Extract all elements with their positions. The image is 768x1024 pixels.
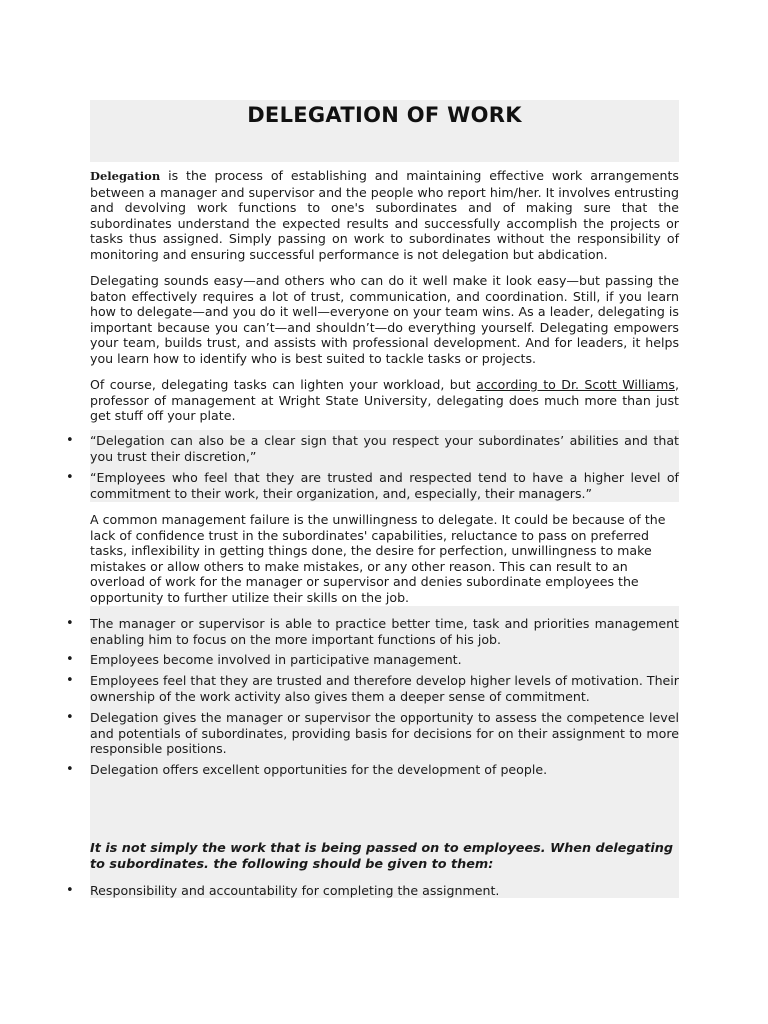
paragraph-4: A common management failure is the unwillingness to delegate. It could be because of the lack of confidence trust in the subordinates' capabilities, reluctance to pass on preferred tasks, inflexibility in getting things done, the desire for perfection, unwillingness to make mistakes or allow others to make mistakes, or any other reason. This can result to an overload of work for the manager or supervisor and denies subordinate employees the opportunity to further utilize their skills on the job. [90, 512, 666, 605]
bullet-icon: • [66, 470, 74, 485]
bullet-icon: • [66, 673, 74, 688]
list-item: “Delegation can also be a clear sign that you respect your subordinates’ abilities and that you trust their discretion,” [90, 433, 679, 464]
intro-paragraph [90, 168, 679, 263]
paragraph-3-text-end: , professor of management at Wright State University, delegating does much more than just get stuff off your plate. [90, 377, 679, 424]
bullet-icon: • [66, 710, 74, 725]
list-item: Employees feel that they are trusted and therefore develop higher levels of motivation. Their ownership of the work activity also gives them a deeper sense of commitment. [90, 673, 679, 704]
bullet-icon: • [66, 762, 74, 777]
list-item: Delegation offers excellent opportunities for the development of people. [90, 762, 548, 777]
intro-term: Delegation [90, 169, 161, 183]
paragraph-3-text-start: Of course, delegating tasks can lighten your workload, but [90, 377, 477, 392]
list-item: The manager or supervisor is able to practice better time, task and priorities management enabling him to focus on the more important functions of his job. [90, 616, 679, 647]
list-item: “Employees who feel that they are trusted and respected tend to have a higher level of commitment to their work, their organization, and, especially, their managers.” [90, 470, 679, 501]
emphasis-statement: It is not simply the work that is being passed on to employees. When delegating to subordinates. the following should be given to them: [90, 841, 674, 872]
list-item: Employees become involved in participative management. [90, 652, 462, 667]
intro-text: is the process of establishing and maintaining effective work arrangements between a manager and supervisor and the people who report him/her. It involves entrusting and devolving work functions to one's subordinates and of making sure that the subordinates understand the expected results and successfully accomplish the projects or tasks thus assigned. Simply passing on work to subordinates without the responsibility of monitoring and ensuring successful performance is not delegation but abdication. [90, 168, 679, 262]
williams-link[interactable]: according to Dr. Scott Williams [476, 377, 675, 392]
bullet-icon: • [66, 433, 74, 448]
bullet-icon: • [66, 616, 74, 631]
bullet-icon: • [66, 652, 74, 667]
paragraph-2: Delegating sounds easy—and others who can do it well make it look easy—but passing the baton effectively requires a lot of trust, communication, and coordination. Still, if you learn how to delegate—and you do it well—everyone on your team wins. As a leader, delegating is important because you can’t—and shouldn’t—do everything yourself. Delegating empowers your team, builds trust, and assists with professional development. And for leaders, it helps you learn how to identify who is best suited to tackle tasks or projects. [90, 273, 679, 366]
page-title: DELEGATION OF WORK [247, 103, 522, 127]
list-item: Responsibility and accountability for completing the assignment. [90, 883, 500, 898]
list-item: Delegation gives the manager or supervisor the opportunity to assess the competence level and potentials of subordinates, providing basis for decisions for on their assignment to more responsible positions. [90, 710, 679, 757]
bullet-icon: • [66, 883, 74, 898]
paragraph-3 [90, 377, 679, 424]
